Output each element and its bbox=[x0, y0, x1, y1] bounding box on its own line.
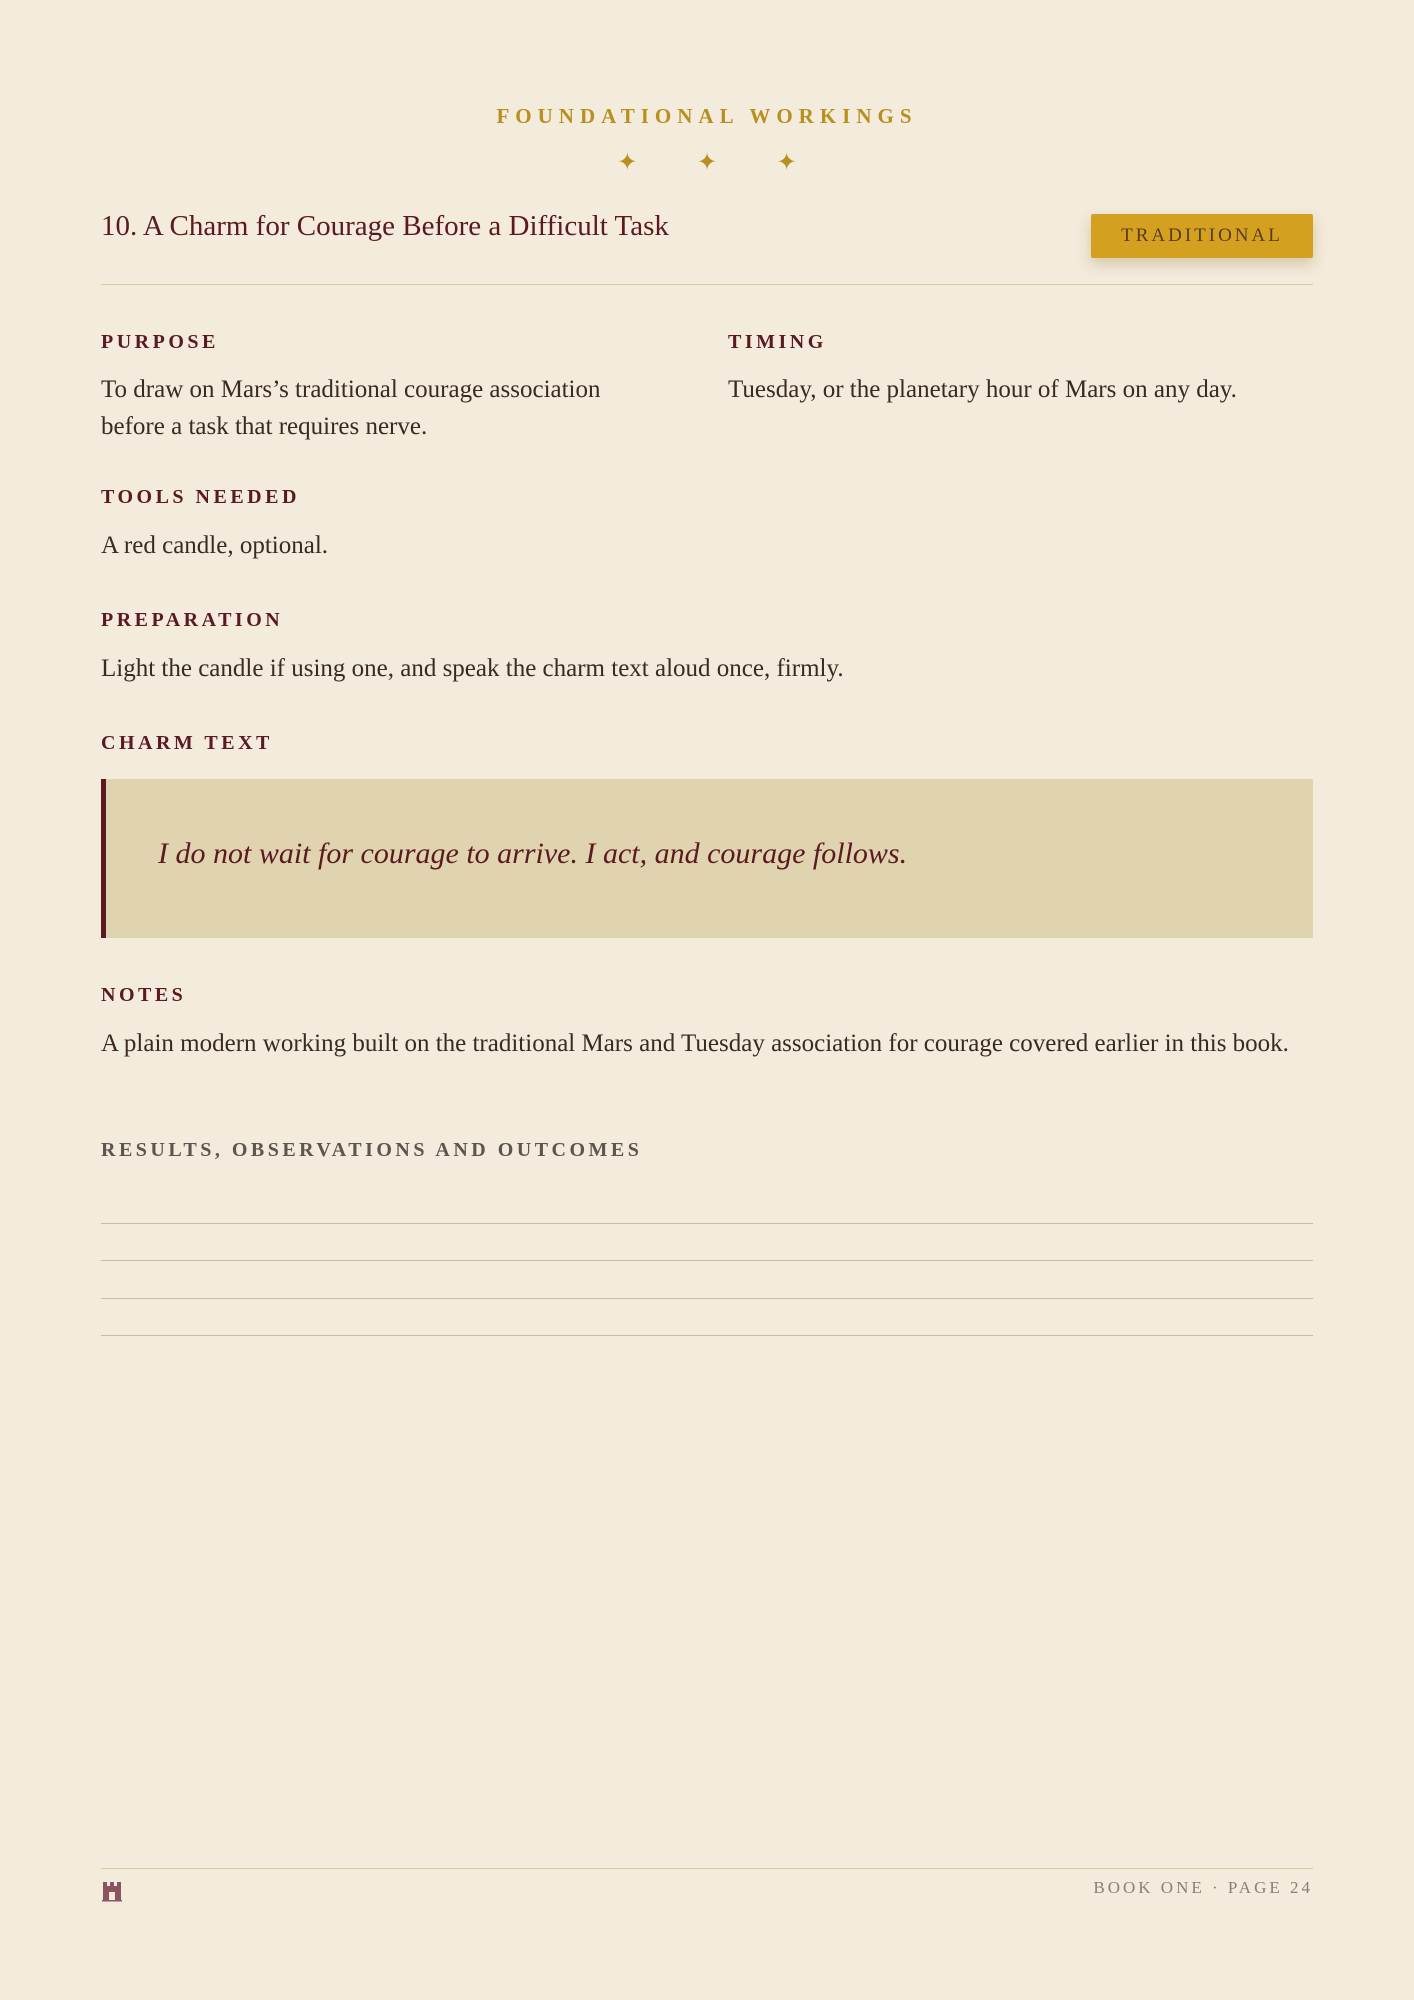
tools-text: A red candle, optional. bbox=[101, 532, 329, 559]
preparation-label: PREPARATION bbox=[101, 609, 284, 631]
results-label: RESULTS, OBSERVATIONS AND OUTCOMES bbox=[101, 1139, 643, 1161]
working-title: 10. A Charm for Courage Before a Difficult Task bbox=[101, 210, 669, 242]
purpose-label: PURPOSE bbox=[101, 331, 219, 353]
tools-label: TOOLS NEEDED bbox=[101, 486, 300, 508]
writing-line[interactable] bbox=[101, 1335, 1313, 1336]
writing-line[interactable] bbox=[101, 1260, 1313, 1261]
charm-text: I do not wait for courage to arrive. I act, and courage follows. bbox=[158, 837, 908, 870]
purpose-text: To draw on Mars’s traditional courage association before a task that requires nerve. bbox=[101, 376, 601, 440]
star-ornament-icon: ✦ ✦ ✦ bbox=[617, 148, 823, 176]
preparation-text: Light the candle if using one, and speak the charm text aloud once, firmly. bbox=[101, 655, 844, 682]
castle-icon bbox=[101, 1880, 123, 1902]
timing-text: Tuesday, or the planetary hour of Mars on any day. bbox=[728, 376, 1237, 403]
section-header: FOUNDATIONAL WORKINGS bbox=[496, 104, 918, 128]
notes-label: NOTES bbox=[101, 984, 187, 1006]
page bbox=[101, 0, 1313, 2000]
charm-text-label: CHARM TEXT bbox=[101, 732, 273, 754]
writing-line[interactable] bbox=[101, 1298, 1313, 1299]
notes-text: A plain modern working built on the traditional Mars and Tuesday association for courage covered earlier in this book. bbox=[101, 1030, 1289, 1057]
traditional-badge[interactable]: TRADITIONAL bbox=[1091, 214, 1313, 258]
charm-box bbox=[101, 779, 1313, 938]
title-divider bbox=[101, 284, 1313, 285]
page-number: BOOK ONE · PAGE 24 bbox=[1093, 1878, 1313, 1897]
timing-label: TIMING bbox=[728, 331, 827, 353]
writing-line[interactable] bbox=[101, 1223, 1313, 1224]
footer-divider bbox=[101, 1868, 1313, 1869]
